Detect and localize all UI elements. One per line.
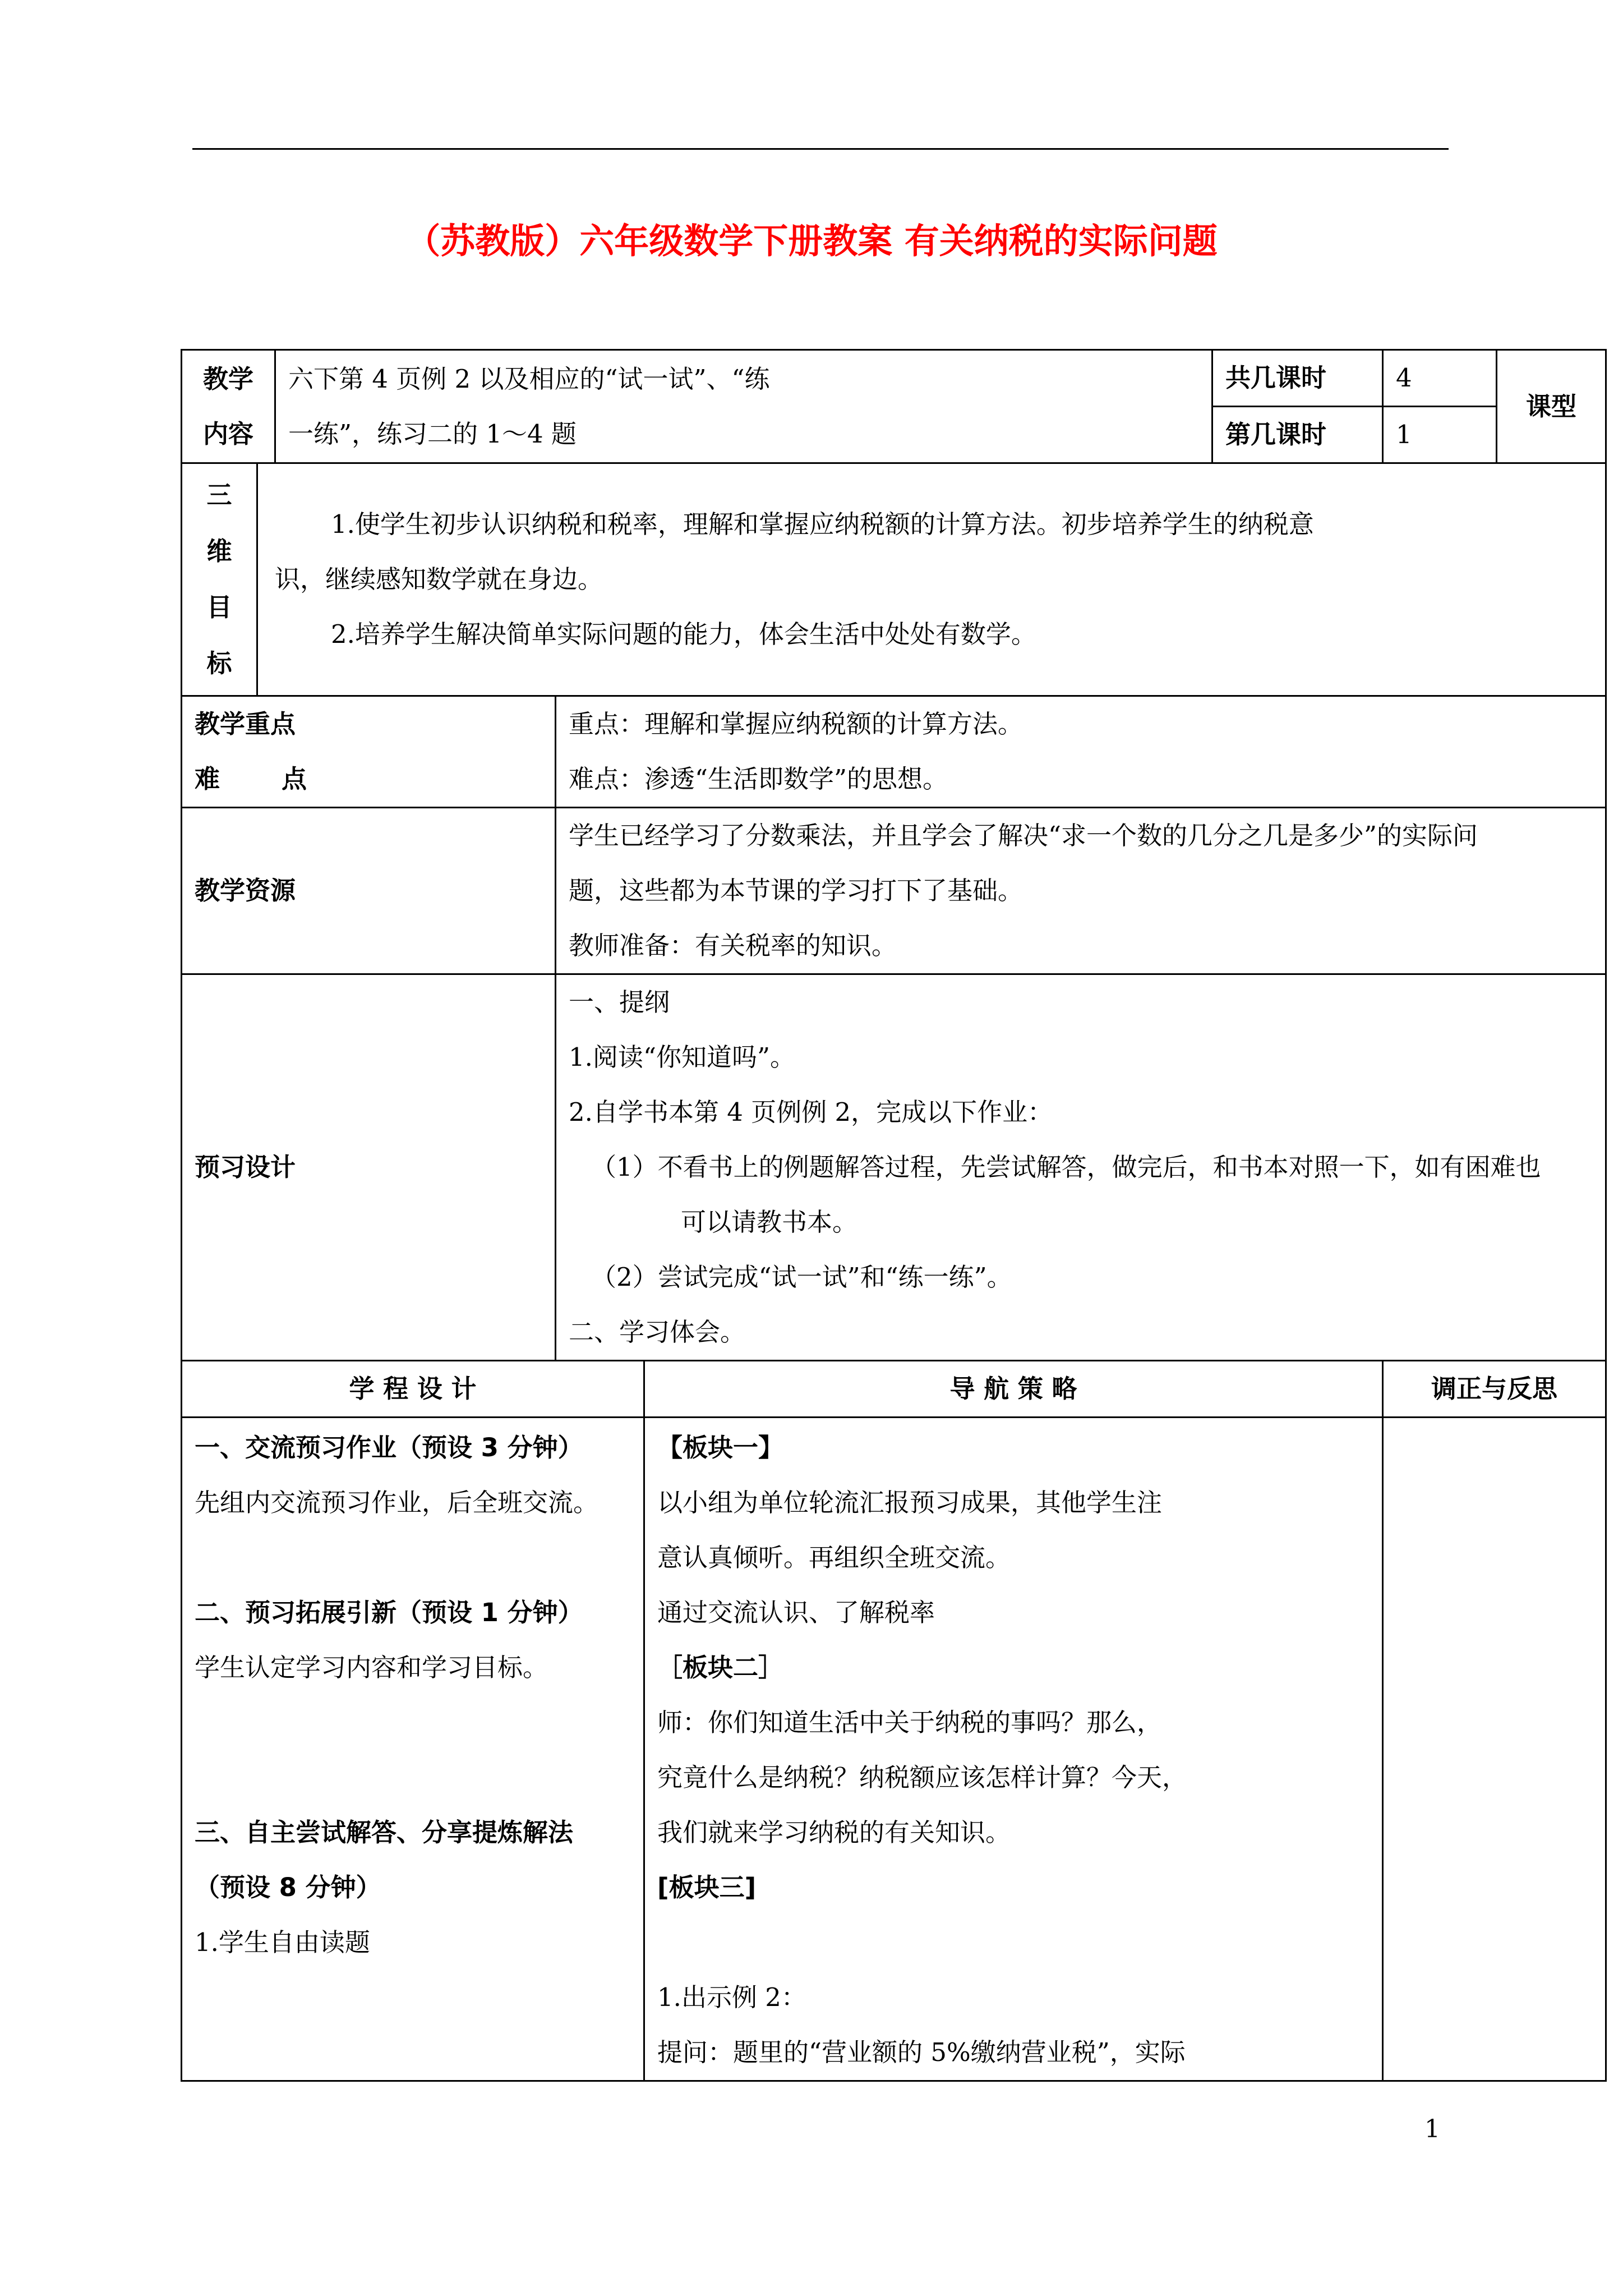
key-point-line: 重点：理解和掌握应纳税额的计算方法。 — [569, 709, 1023, 739]
block-line: 1.出示例 2： — [657, 1982, 806, 2012]
resource-line: 教师准备：有关税率的知识。 — [569, 931, 897, 960]
step-title: 二、预习拓展引新（预设 1 分钟） — [195, 1598, 583, 1627]
step-subtitle: （预设 8 分钟） — [195, 1872, 381, 1902]
process-header-row — [182, 1361, 1606, 1418]
preview-line: 1.阅读“你知道吗”。 — [569, 1042, 795, 1072]
preview-cell — [556, 974, 1606, 1361]
block-title: [板块三] — [657, 1872, 757, 1902]
process-header-col1: 学 程 设 计 — [182, 1361, 644, 1418]
nth-lesson-value: 1 — [1383, 407, 1497, 463]
total-lessons-label: 共几课时 — [1212, 350, 1383, 407]
preview-line: （1）不看书上的例题解答过程，先尝试解答，做完后，和书本对照一下，如有困难也 — [591, 1152, 1541, 1182]
step-title: 三、自主尝试解答、分享提炼解法 — [195, 1818, 574, 1847]
block-line: 通过交流认识、了解税率 — [657, 1598, 935, 1627]
step-text: 先组内交流预习作业，后全班交流。 — [195, 1488, 599, 1517]
key-points-cell — [556, 696, 1606, 808]
page-number: 1 — [1424, 2115, 1440, 2143]
block-title: 【板块一】 — [657, 1433, 784, 1462]
nth-lesson-label: 第几课时 — [1212, 407, 1383, 463]
step-text: 学生认定学习内容和学习目标。 — [195, 1653, 548, 1682]
goals-label: 三 维 目 标 — [182, 463, 257, 696]
resource-line: 学生已经学习了分数乘法，并且学会了解决“求一个数的几分之几是多少”的实际问 — [569, 821, 1478, 850]
page-title: （苏教版）六年级数学下册教案 有关纳税的实际问题 — [405, 220, 1218, 261]
process-header-col3: 调正与反思 — [1383, 1361, 1606, 1418]
block-line: 提问：题里的“营业额的 5%缴纳营业税”，实际 — [657, 2037, 1186, 2067]
key-points-row — [182, 696, 1606, 808]
key-point-line: 难点：渗透“生活即数学”的思想。 — [569, 764, 948, 794]
preview-line: （2）尝试完成“试一试”和“练一练”。 — [591, 1262, 1012, 1292]
resources-label: 教学资源 — [182, 808, 556, 974]
lesson-plan-table — [181, 349, 1607, 2082]
preview-row — [182, 974, 1606, 1361]
content-line: 一练”，练习二的 1～4 题 — [288, 418, 577, 449]
process-body-row — [182, 1418, 1606, 2081]
preview-line: 二、学习体会。 — [569, 1317, 746, 1347]
content-label: 教学内容 — [182, 350, 275, 463]
block-line: 我们就来学习纳税的有关知识。 — [657, 1818, 1011, 1847]
process-left-cell — [182, 1418, 644, 2081]
block-line: 师：你们知道生活中关于纳税的事吗？那么， — [657, 1708, 1163, 1737]
goal-line: 1.使学生初步认识纳税和税率，理解和掌握应纳税额的计算方法。初步培养学生的纳税意 — [331, 509, 1314, 539]
step-title: 一、交流预习作业（预设 3 分钟） — [195, 1433, 583, 1462]
header-rule — [192, 148, 1449, 150]
key-points-label: 教学重点 难 点 — [182, 696, 556, 808]
resources-row — [182, 808, 1606, 974]
block-line: 以小组为单位轮流汇报预习成果，其他学生注 — [657, 1488, 1163, 1517]
block-title: ［板块二］ — [657, 1653, 784, 1682]
resources-cell — [556, 808, 1606, 974]
preview-line: 2.自学书本第 4 页例例 2，完成以下作业： — [569, 1097, 1053, 1127]
goals-cell — [257, 463, 1606, 696]
total-lessons-value: 4 — [1383, 350, 1497, 407]
block-line: 究竟什么是纳税？纳税额应该怎样计算？今天， — [657, 1763, 1188, 1792]
step-text: 1.学生自由读题 — [195, 1927, 370, 1957]
block-line: 意认真倾听。再组织全班交流。 — [657, 1543, 1011, 1572]
preview-line: 可以请教书本。 — [681, 1207, 858, 1237]
process-reflection-cell — [1383, 1418, 1606, 2081]
lesson-type-label: 课型 — [1497, 350, 1606, 463]
process-header-col2: 导 航 策 略 — [644, 1361, 1383, 1418]
content-cell — [275, 350, 1212, 463]
goals-row — [182, 463, 1606, 696]
content-row — [182, 350, 1606, 407]
preview-label: 预习设计 — [182, 974, 556, 1361]
content-line: 六下第 4 页例 2 以及相应的“试一试”、“练 — [288, 364, 770, 394]
goal-line: 识，继续感知数学就在身边。 — [275, 564, 603, 594]
process-mid-cell — [644, 1418, 1383, 2081]
preview-line: 一、提纲 — [569, 987, 670, 1017]
goal-line: 2.培养学生解决简单实际问题的能力，体会生活中处处有数学。 — [331, 619, 1036, 649]
resource-line: 题，这些都为本节课的学习打下了基础。 — [569, 876, 1023, 905]
